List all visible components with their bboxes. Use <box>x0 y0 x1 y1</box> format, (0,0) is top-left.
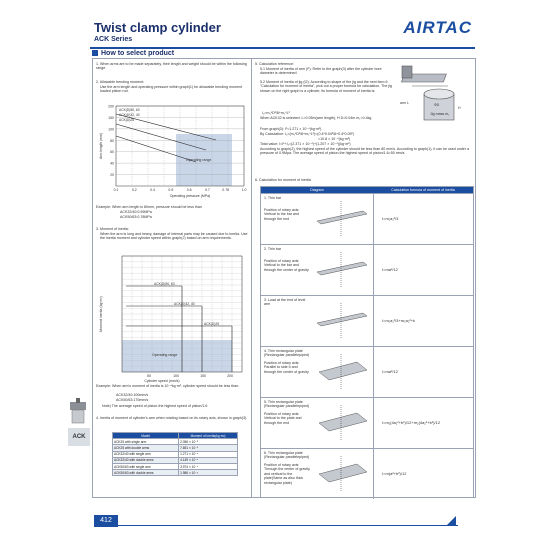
table-cell: 4.149 × 10⁻⁴ <box>179 457 238 463</box>
header-rule <box>90 47 475 49</box>
inertia-table-header: Model <box>113 433 179 439</box>
diagram-shape <box>317 262 367 275</box>
diagram-cell <box>261 194 374 244</box>
calc-line: By Calculation: I₂=(m₁*D²/8+m₁*L²)=(0.4*0.04²/8+0.4*0.05²) <box>260 132 354 136</box>
note: Note) The average speed of piston-the highest speed of piston/1.6 <box>102 404 208 408</box>
jig-formula: I₂=m₁*D²/8+m₁*L² <box>262 111 290 115</box>
diagram-shape <box>317 211 367 224</box>
step-3-heading: 3. Moment of inertia: <box>96 227 129 231</box>
y-tick-label: 100 <box>108 127 114 132</box>
diagram-sketch <box>313 350 371 394</box>
x-tick-label: 0.5 <box>168 188 174 192</box>
diagram-sketch <box>313 248 371 292</box>
fig-label-jig: Jig mass m₁ <box>430 112 450 116</box>
fig-label-d: ΦD <box>434 103 440 107</box>
page-title: Twist clamp cylinder <box>94 20 221 35</box>
diagram-title: 5. Thin rectangular plate (Rectangular parallelepiped) <box>264 400 310 409</box>
y-tick-label: 200 <box>108 104 114 109</box>
diagram-table <box>260 186 474 498</box>
diagram-row <box>261 244 473 295</box>
x-tick-label: 50 <box>147 374 151 378</box>
x-tick-label: 200 <box>227 374 233 378</box>
step-4-text: 4. Inertia of moment of cylinder's arm when rotating based on its rotary axis, shown in graph(3). <box>96 416 248 420</box>
step-5-1: 5.1 Moment of inertia of arm (I¹): Refer to the graph(3) after the cylinder bore diameter is determined. <box>260 67 382 76</box>
inertia-table <box>112 432 238 476</box>
footer-rule <box>118 525 458 526</box>
region-label: Operating range <box>152 353 178 357</box>
x-axis-label: Cylinder speed (mm/s) <box>144 379 180 383</box>
cylinder-product-icon <box>66 398 92 426</box>
step-3-text: When the arm is long and heavy, damage of internal parts may be caused due to inertia. Use the inertia moment and cylinder speed within graph(2) based on arm requirements. <box>100 232 248 241</box>
example-2-a: ACK32/40:100mm/s <box>116 393 149 397</box>
diagram-row <box>261 448 473 499</box>
fig-label-h: H <box>458 106 461 110</box>
legend-label: ACK(D)25 <box>119 118 135 122</box>
table-cell: 3.974 × 10⁻⁴ <box>179 463 238 469</box>
table-cell: 2.056 × 10⁻⁵ <box>179 439 238 445</box>
legend-label: ACK(D)50, 63 <box>119 108 140 112</box>
corner-triangle-icon <box>446 516 456 526</box>
jig-example: When ACK32 is selected: L=0.05m(arm length), H D=0.04m m₁=0.4kg <box>260 116 372 120</box>
series-side-tab: ACK <box>68 428 90 446</box>
step-1-text: 1. When arms are to be made separately, their length and weight should be within the following range. <box>96 62 247 71</box>
table-cell: ACK32/40 with double arms <box>113 457 179 463</box>
x-tick-label: 0.7 <box>204 188 210 192</box>
inertia-table-header: Moment of inertia(kg·m²) <box>179 433 238 439</box>
diagram-title: 4. Thin rectangular plate (Rectangular parallelepiped) <box>264 349 310 358</box>
square-bullet-icon <box>92 50 98 56</box>
diagram-cell <box>261 449 374 499</box>
x-tick-label: 0.6 <box>186 188 192 192</box>
table-cell: ACK50/63 with double arms <box>113 470 179 476</box>
table-cell: ACK25 with double arms <box>113 445 179 451</box>
diagram-row <box>261 346 473 397</box>
diagram-description: Position of rotary axis: Vertical to the plate and through the end <box>264 412 302 425</box>
bending-moment-chart <box>96 100 252 206</box>
diagram-shape <box>319 362 367 380</box>
y-tick-label: 20 <box>110 173 114 178</box>
y-tick-label: 150 <box>108 115 114 120</box>
diagram-title: 6. Thin rectangular plate (Rectangular parallelepiped) <box>264 451 310 460</box>
example-1: Example: When arm length is 80mm, pressure should be less than <box>96 205 202 209</box>
diagram-formula: I=m₁a₁²/3 <box>382 215 399 221</box>
x-tick-label: 150 <box>200 374 206 378</box>
diagram-cell <box>261 347 374 397</box>
diagram-cell <box>261 245 374 295</box>
moment-inertia-chart <box>96 252 252 384</box>
region-label: Operating range <box>186 158 212 162</box>
step-6-heading: 6. Calculation for moment of inertia <box>255 178 311 182</box>
diagram-shape <box>319 464 367 482</box>
x-tick-label: 0.1 <box>113 188 119 192</box>
legend-label: ACK(D)32, 40 <box>119 113 140 117</box>
diagram-shape <box>319 413 367 431</box>
legend-label: ACK(D)25 <box>204 322 220 326</box>
table-row <box>113 470 238 476</box>
diagram-row <box>261 397 473 448</box>
diagram-formula: I=ma²/12 <box>382 368 398 374</box>
diagram-row <box>261 295 473 346</box>
diagram-sketch <box>313 401 371 445</box>
y-tick-label: 80 <box>110 138 114 143</box>
diagram-sketch <box>313 299 371 343</box>
example-2-b: ACK50/63:170mm/s <box>116 398 149 402</box>
diagram-cell <box>261 296 374 346</box>
y-tick-label: 40 <box>110 161 114 166</box>
y-tick-label: 60 <box>110 150 114 155</box>
step-2-heading: 2. Allowable bending moment: <box>96 80 144 84</box>
table-cell: ACK25 with single arm <box>113 439 179 445</box>
y-axis-label: Moment inertia (kg·m²) <box>99 296 103 332</box>
x-tick-label: 0.78 <box>222 188 230 192</box>
brand-logo: AIRTAC <box>403 18 472 37</box>
diagram-row <box>261 193 473 244</box>
diagram-sketch <box>313 197 371 241</box>
diagram-title: 2. Thin bar <box>264 247 282 251</box>
total-value: Total value: I=I¹+I₂=(2.371 × 10⁻⁴)+(1.207 × 10⁻⁴)(kg·m²) <box>260 142 351 146</box>
table-cell: ACK50/63 with single arm <box>113 463 179 469</box>
diagram-description: Position of rotary axis: Through the center of gravity and vertical to the plate(Same as also thick rectangular plate) <box>264 463 310 485</box>
table-cell: ACK32/40 with single arm <box>113 451 179 457</box>
legend-label: ACK(D)50, 63 <box>154 282 175 286</box>
x-tick-label: 0.2 <box>131 188 137 192</box>
diagram-header: Diagram <box>310 188 324 192</box>
table-cell: 1.986 × 10⁻³ <box>179 470 238 476</box>
diagram-formula: I=m₁(4a₁²+b²)/12+m₂(4a₂²+b²)/12 <box>382 419 441 425</box>
diagram-sketch <box>313 452 371 496</box>
legend-label: ACK(D)32, 40 <box>174 302 195 306</box>
page-number: 412 <box>94 515 118 527</box>
example-2: Example: When arm's moment of inertia is 10⁻⁴kg·m², cylinder speed should be less than: <box>96 384 240 388</box>
diagram-formula: I=m(a²+b²)/12 <box>382 470 407 476</box>
diagram-title: 3. Load at the end of level arm <box>264 298 306 307</box>
diagram-description: Position of rotary axis: Vertical to the bar and through the end <box>264 208 300 221</box>
diagram-cell <box>261 398 374 448</box>
diagram-formula: I=ma²/12 <box>382 266 398 272</box>
formula-header: Calculation formula of moment of inertia <box>391 188 455 192</box>
step-2-text: Use the arm length and operating pressure within graph(1) for allowable bending moment loaded piston rod. <box>100 85 243 94</box>
x-axis-label: Operating pressure (MPa) <box>169 194 211 198</box>
calc-result: =10.8 × 10⁻⁴(kg·m²) <box>318 137 351 141</box>
step-5-heading: 5. Calculation reference: <box>255 62 294 66</box>
diagram-description: Position of rotary axis: Vertical to the bar and through the center of gravity <box>264 259 309 272</box>
step-5-2: 5.2 Moment of inertia of jig (I2): According to shape of the jig and the next item 6 "Calculation for moment of inertia", pick out a proper formula for calculation. The jig shown on the right graph is a cylinder, its formula of moment of inertia is: <box>260 80 392 93</box>
y-axis-label: Arm length (mm) <box>99 132 103 160</box>
x-tick-label: 1.0 <box>241 188 247 192</box>
series-subtitle: ACK Series <box>94 36 133 43</box>
arm-jig-figure <box>398 64 474 126</box>
example-1-b: ACK50/63:0.78MPa <box>120 215 152 219</box>
table-cell: 7.651 × 10⁻⁵ <box>179 445 238 451</box>
section-title: How to select product <box>92 50 174 57</box>
diagram-shape <box>317 313 367 326</box>
example-1-a: ACK32/40:0.59MPa <box>120 210 152 214</box>
fig-label-arm: arm L <box>400 101 409 105</box>
graph3-value: From graph(3): I¹=1.271 × 10⁻⁴(kg·m²) <box>260 127 322 131</box>
diagram-formula: I=m₁a₁²/3+m₂a₂²+k <box>382 317 416 323</box>
x-tick-label: 100 <box>173 374 179 378</box>
diagram-title: 1. Thin bar <box>264 196 282 200</box>
table-cell: 1.271 × 10⁻⁴ <box>179 451 238 457</box>
conclusion: According to graph(2), the highest speed of the cylinder should be less than 80 mm/s. According to graph(1), it can be used under a pressure of 0.9Mpa. The average speed of piston-the highest speed of piston/1.6=50 mm/s. <box>260 147 469 156</box>
x-tick-label: 0.4 <box>150 188 156 192</box>
diagram-description: Position of rotary axis: Parallel to side b and through the center of gravity <box>264 361 309 374</box>
